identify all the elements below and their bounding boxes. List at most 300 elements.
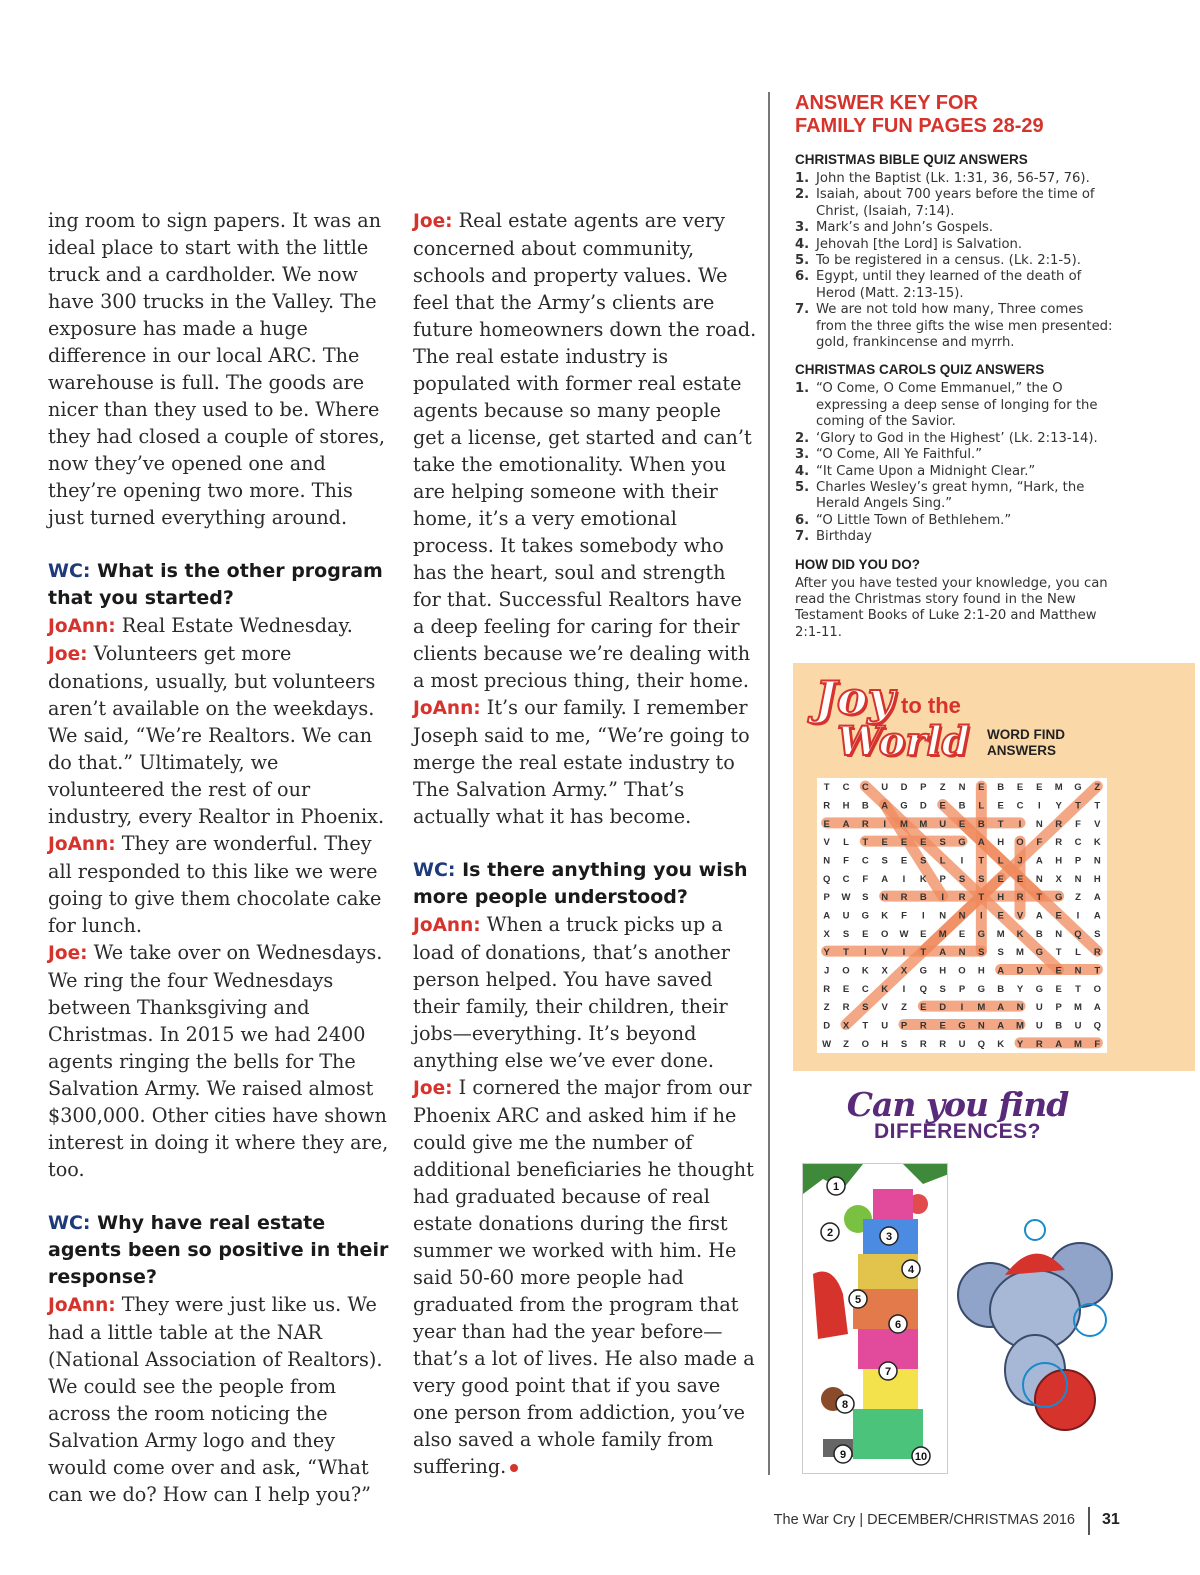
grid-letter: T [1075,983,1081,995]
grid-letter: A [881,800,889,812]
answer-text: “O Little Town of Bethlehem.” [816,512,1012,528]
grid-letter: B [997,782,1005,794]
grid-letter: U [958,1038,966,1050]
grid-letter: X [900,965,908,977]
can-you-find-heading [795,1085,1120,1144]
speaker-name: Joe: [413,1078,453,1099]
grid-letter: E [997,800,1004,812]
grid-letter: P [900,1020,908,1032]
grid-letter: W [822,1038,832,1050]
grid-letter: M [919,818,928,830]
grid-letter: X [823,928,830,940]
grid-letter: E [920,837,927,849]
grid-letter: N [939,910,947,922]
grid-letter: E [823,818,830,830]
carols-quiz-answers [795,381,1115,545]
grid-letter: E [842,983,850,995]
grid-letter: T [823,782,830,794]
speaker-name: JoAnn: [413,698,481,719]
grid-letter: E [978,782,985,794]
grid-letter: L [843,837,849,849]
interview-answer [48,830,393,939]
grid-letter: H [1055,855,1063,867]
grid-letter: E [920,1002,927,1014]
grid-letter: K [997,1038,1005,1050]
grid-letter: B [919,892,927,904]
difference-marker [836,1395,854,1413]
grid-letter: Z [823,1002,830,1014]
grid-letter: X [1055,873,1062,885]
grid-letter: B [977,818,985,830]
bible-quiz-heading: CHRISTMAS BIBLE QUIZ ANSWERS [795,152,1028,167]
grid-letter: B [861,800,869,812]
grid-letter: Q [822,873,831,885]
ornament-ball [1035,1370,1095,1430]
answer-text: Real Estate Wednesday. [115,614,353,637]
grid-letter: R [919,1038,927,1050]
grid-letter: G [1035,947,1044,959]
how-did-you-do-heading: HOW DID YOU DO? [795,556,921,572]
grid-letter: A [997,965,1005,977]
answer-text: John the Baptist (Lk. 1:31, 36, 56-57, 76). [816,171,1090,186]
grid-letter: R [842,1002,850,1014]
answer-number: 7. [795,529,810,545]
grid-letter: U [881,782,889,794]
grid-letter: D [823,1020,831,1032]
word-find-grid-svg [817,778,1107,1053]
grid-letter: A [1093,910,1101,922]
difference-number: 9 [839,1449,847,1461]
footer-divider [1088,1507,1090,1535]
grid-letter: T [862,1020,869,1032]
grid-letter: M [1016,1020,1024,1032]
answer-number: 3. [795,220,810,236]
grid-letter: E [1055,965,1062,977]
grid-letter: P [1055,1002,1062,1014]
difference-marker [879,1362,897,1380]
grid-letter: I [1038,800,1041,812]
grid-letter: S [920,855,927,867]
interview-answer [48,612,393,640]
column-divider [768,92,770,1475]
interview-paragraph: ing room to sign papers. It was an ideal place to start with the little truck and a cardholder. We now have 300 trucks in the Valley. The exposure has made a huge difference in our local ARC. The warehouse is full. The goods are nicer than they used to be. Where they had closed a couple of stores, now they’ve opened one and they’re opening two more. This just turned everything around. [48,209,385,529]
grid-letter: F [1036,837,1043,849]
word-find-answers-label [987,727,1065,759]
difference-number: 4 [907,1264,915,1276]
word-find-grid [817,778,1107,1053]
gift-tower-svg [803,1164,948,1474]
grid-letter: B [958,800,966,812]
grid-letter: L [1075,947,1081,959]
word-find-label-line2: ANSWERS [987,743,1057,758]
grid-letter: T [1094,965,1101,977]
grid-letter: M [938,928,947,940]
grid-letter: E [958,818,966,830]
difference-number: 8 [841,1399,849,1411]
speaker-name: JoAnn: [413,915,481,936]
grid-letter: D [1016,965,1024,977]
magazine-issue: The War Cry | DECEMBER/CHRISTMAS 2016 [773,1512,1075,1528]
grid-letter: A [1035,910,1043,922]
grid-letter: L [978,800,985,812]
grid-letter: F [1075,818,1081,830]
grid-letter: J [1017,855,1023,867]
grid-letter: E [939,800,946,812]
grid-letter: G [919,965,928,977]
grid-letter: W [899,928,909,940]
mouse-svg [950,1200,1150,1460]
difference-marker [834,1445,852,1463]
grid-letter: U [881,1020,889,1032]
paragraph-gap [413,830,758,857]
grid-letter: D [919,800,927,812]
interview-question [48,1210,393,1291]
interview-answer [48,939,393,1183]
grid-letter: P [958,983,966,995]
grid-letter: R [823,800,831,812]
speaker-name: Joe: [48,943,88,964]
grid-letter: H [977,965,985,977]
grid-letter: E [920,928,927,940]
grid-letter: G [1054,892,1063,904]
grid-letter: G [900,800,908,812]
grid-letter: L [939,855,946,867]
grid-letter: S [900,1038,908,1050]
grid-letter: R [958,892,966,904]
grid-letter: G [1074,782,1082,794]
grid-letter: V [1016,910,1024,922]
question-text: Is there anything you wish more people understood? [413,859,748,908]
grid-letter: E [997,910,1004,922]
grid-letter: T [1094,800,1101,812]
answer-text: “O Come, All Ye Faithful.” [816,447,983,463]
grid-letter: A [842,818,850,830]
answer-item [795,480,1115,513]
grid-letter: M [900,818,908,830]
grid-letter: I [941,892,944,904]
difference-number: 1 [832,1181,840,1193]
answer-text: Isaiah, about 700 years before the time of Christ, (Isaiah, 7:14). [816,187,1095,219]
answer-text: We take over on Wednesdays. We ring the four Wednesdays between Thanksgiving and Christmas. In 2015 we had 2400 agents ringing the bells for The Salvation Army. We raised almost $300,000. Other cities have shown interest in doing it where they are, too. [48,941,389,1181]
interview-answer [413,911,758,1074]
grid-letter: S [939,983,946,995]
grid-letter: H [997,892,1005,904]
grid-letter: Y [1055,800,1062,812]
grid-letter: M [1016,947,1024,959]
grid-letter: C [861,782,869,794]
grid-letter: N [1016,1002,1024,1014]
grid-letter: I [1076,910,1080,922]
grid-letter: G [977,983,986,995]
answer-key-title-line2: FAMILY FUN PAGES 28-29 [795,115,1044,137]
answer-item [795,381,1115,430]
grid-letter: T [862,837,869,849]
answer-text: They are wonderful. They all responded to this like we were going to give them chocolate cake for lunch. [48,832,382,937]
world-title: World [837,718,970,765]
differences-title: DIFFERENCES? [873,1120,1041,1143]
grid-letter: Z [939,782,946,794]
difference-marker [889,1315,907,1333]
answer-number: 4. [795,236,810,252]
grid-letter: H [939,965,947,977]
grid-letter: G [977,928,986,940]
grid-letter: P [939,873,946,885]
speaker-name: Joe: [48,644,88,665]
answer-text: Volunteers get more donations, usually, but volunteers aren’t available on the weekdays. We said, “We’re Realtors. We can do that.” Ultimately, we volunteered the rest of our industry, every Realtor in Phoenix. [48,642,385,828]
grid-letter: R [1016,892,1024,904]
grid-letter: Y [1016,1038,1024,1050]
grid-letter: S [958,873,966,885]
grid-letter: Y [823,947,830,959]
grid-letter: A [939,947,947,959]
answer-text: Real estate agents are very concerned about community, schools and property values. We feel that the Army’s clients are future homeowners down the road. The real estate industry is populated with former real estate agents because so many people get a license, get started and can’t take the emotionality. When you are helping someone with their home, it’s a very emotional process. It takes somebody who has the heart, soul and strength for that. Successful Realtors have a deep feeling for caring for their clients because we’re dealing with a most precious thing, their home. [413,209,757,692]
interview-column-1 [48,207,393,1508]
grid-letter: T [978,855,985,867]
grid-letter: N [958,947,966,959]
grid-letter: A [997,1020,1005,1032]
grid-letter: O [958,965,966,977]
interview-answer [413,207,758,694]
grid-letter: U [1035,1002,1043,1014]
grid-letter: G [861,910,870,922]
paragraph-gap [48,531,393,558]
grid-letter: M [977,1002,986,1014]
grid-letter: K [1016,928,1024,940]
grid-letter: Y [1016,983,1024,995]
grid-letter: A [1035,855,1043,867]
grid-letter: A [1093,892,1101,904]
gift-tower-illustration [802,1163,948,1474]
grid-letter: E [958,928,966,940]
grid-letter: I [864,947,867,959]
grid-letter: N [1035,818,1043,830]
grid-letter: R [919,1020,927,1032]
grid-letter: V [1036,965,1043,977]
grid-letter: U [1074,1020,1082,1032]
grid-letter: G [958,1020,966,1032]
stocking [813,1272,848,1340]
question-text: Why have real estate agents been so positive in their response? [48,1212,389,1288]
grid-letter: M [1074,1002,1082,1014]
grid-letter: D [939,1002,947,1014]
grid-letter: E [1036,782,1043,794]
interview-answer [48,640,393,830]
answer-number: 1. [795,171,810,186]
grid-letter: V [881,1002,888,1014]
grid-letter: U [842,910,850,922]
grid-letter: C [1016,800,1024,812]
grid-letter: K [881,910,889,922]
grid-letter: V [1094,818,1101,830]
to-the-title: to the [901,693,961,718]
grid-letter: E [939,1020,946,1032]
grid-letter: O [842,965,850,977]
grid-letter: X [881,965,888,977]
answer-item [795,513,1115,529]
grid-letter: R [1055,837,1063,849]
grid-letter: H [1093,873,1101,885]
difference-number: 7 [884,1366,892,1378]
grid-letter: R [1035,1038,1043,1050]
grid-letter: O [861,1038,870,1050]
answer-item [795,431,1115,447]
grid-letter: R [1093,947,1101,959]
interview-answer [413,1074,758,1480]
grid-letter: H [881,1038,889,1050]
grid-letter: I [960,1002,964,1014]
grid-letter: O [1016,837,1024,849]
answer-item [795,187,1115,220]
grid-letter: T [1036,892,1043,904]
grid-letter: G [1035,983,1044,995]
answer-number: 3. [795,447,810,463]
answer-number: 7. [795,302,810,318]
answer-text: To be registered in a census. (Lk. 2:1-5). [816,253,1081,269]
how-did-you-do-text: After you have tested your knowledge, you can read the Christmas story found in the New Testament Books of Luke 2:1-20 and Matthew 2:1-11. [795,575,1108,640]
grid-letter: T [1055,947,1062,959]
interview-question [413,857,758,911]
grid-letter: V [881,947,888,959]
pine-branch-right [903,1164,948,1184]
paragraph-gap [48,1183,393,1210]
grid-letter: L [997,855,1004,867]
question-text: What is the other program that you started? [48,560,383,609]
grid-letter: E [900,855,908,867]
answer-text: Birthday [816,529,872,545]
grid-letter: S [978,947,985,959]
grid-letter: F [843,855,849,867]
grid-letter: T [920,947,927,959]
difference-number: 2 [826,1227,834,1239]
grid-letter: T [1075,800,1081,812]
grid-letter: E [881,837,888,849]
answer-number: 4. [795,463,810,479]
can-you-find-title: Can you find [846,1085,1069,1124]
answer-item [795,269,1115,302]
interview-column-2 [413,207,758,1480]
answer-text: Jehovah [the Lord] is Salvation. [816,236,1023,252]
grid-letter: N [881,892,889,904]
answer-text: ‘Glory to God in the Highest’ (Lk. 2:13-14). [816,430,1098,446]
hat-pompom [1025,1220,1045,1240]
grid-letter: E [997,873,1004,885]
grid-letter: K [919,873,927,885]
answer-number: 1. [795,381,810,397]
grid-letter: Q [1074,928,1082,940]
question-prefix: WC: [48,560,91,582]
answer-item [795,220,1115,236]
answer-text: They were just like us. We had a little table at the NAR (National Association of Realtors). We could see the people from across the room noticing the Salvation Army logo and they would come over and ask, “What can we do? How can I help you?” [48,1293,383,1506]
grid-letter: N [823,855,831,867]
grid-letter: Q [977,1038,986,1050]
speaker-name: JoAnn: [48,616,116,637]
grid-letter: H [997,837,1005,849]
difference-marker [880,1227,898,1245]
grid-letter: G [958,837,966,849]
grid-letter: A [881,873,889,885]
speaker-name: Joe: [413,211,453,232]
answer-item [795,253,1115,269]
grid-letter: R [1055,818,1063,830]
interview-answer [48,1291,393,1508]
interview-question [48,558,393,612]
grid-letter: Z [1094,782,1101,794]
answer-number: 6. [795,512,810,528]
answer-item [795,529,1115,545]
grid-letter: K [881,983,889,995]
grid-letter: F [901,910,907,922]
difference-marker [827,1177,845,1195]
answer-item [795,464,1115,480]
answer-key-title-line1: ANSWER KEY FOR [795,92,978,114]
grid-letter: M [996,928,1005,940]
grid-letter: S [1094,928,1101,940]
answer-key-title [795,92,1115,138]
answer-text: It’s our family. I remember Joseph said to me, “We’re going to merge the real estate industry to The Salvation Army.” That’s actually what it has become. [413,696,750,828]
speaker-name: JoAnn: [48,1295,116,1316]
joy-title: Joy [815,671,895,725]
grid-letter: T [997,818,1004,830]
mouse-illustration [950,1200,1150,1460]
word-find-label-line1: WORD FIND [987,727,1065,742]
grid-letter: B [1035,928,1043,940]
grid-letter: N [1093,855,1101,867]
difference-number: 10 [914,1451,928,1463]
grid-letter: R [939,1038,947,1050]
grid-letter: O [880,928,889,940]
grid-letter: E [1055,910,1062,922]
grid-letter: E [900,837,908,849]
grid-letter: H [842,800,850,812]
grid-letter: E [1055,983,1062,995]
answer-text: “O Come, O Come Emmanuel,” the O expressing a deep sense of longing for the coming of the Savior. [816,381,1098,430]
speaker-name: JoAnn: [48,834,116,855]
grid-letter: B [1055,1020,1063,1032]
grid-letter: U [939,818,947,830]
grid-letter: S [881,855,888,867]
answer-item [795,447,1115,463]
grid-letter: S [997,947,1004,959]
answer-number: 6. [795,269,810,285]
grid-letter: I [1018,818,1022,830]
grid-letter: U [1035,1020,1043,1032]
end-mark-icon [510,1464,518,1472]
grid-letter: A [997,1002,1005,1014]
grid-letter: N [958,910,966,922]
grid-letter: S [862,892,869,904]
grid-letter: P [1074,855,1082,867]
difference-number: 6 [894,1319,902,1331]
answer-text: Charles Wesley’s great hymn, “Hark, the Herald Angels Sing.” [816,479,1085,512]
answer-text: Egypt, until they learned of the death of Herod (Matt. 2:13-15). [816,269,1082,301]
grid-letter: R [900,892,908,904]
answer-item [795,237,1115,253]
grid-letter: F [1094,1038,1101,1050]
grid-letter: S [939,837,946,849]
grid-letter: A [1093,1002,1101,1014]
grid-letter: S [978,873,985,885]
grid-letter: V [823,837,830,849]
grid-letter: M [1074,1038,1082,1050]
grid-letter: C [842,782,850,794]
page-number: 31 [1102,1511,1120,1528]
gift-box-top [873,1189,913,1219]
grid-letter: A [1055,1038,1063,1050]
answer-number: 2. [795,187,810,203]
difference-marker [912,1447,930,1465]
grid-letter: C [1074,837,1082,849]
grid-letter: C [861,983,869,995]
